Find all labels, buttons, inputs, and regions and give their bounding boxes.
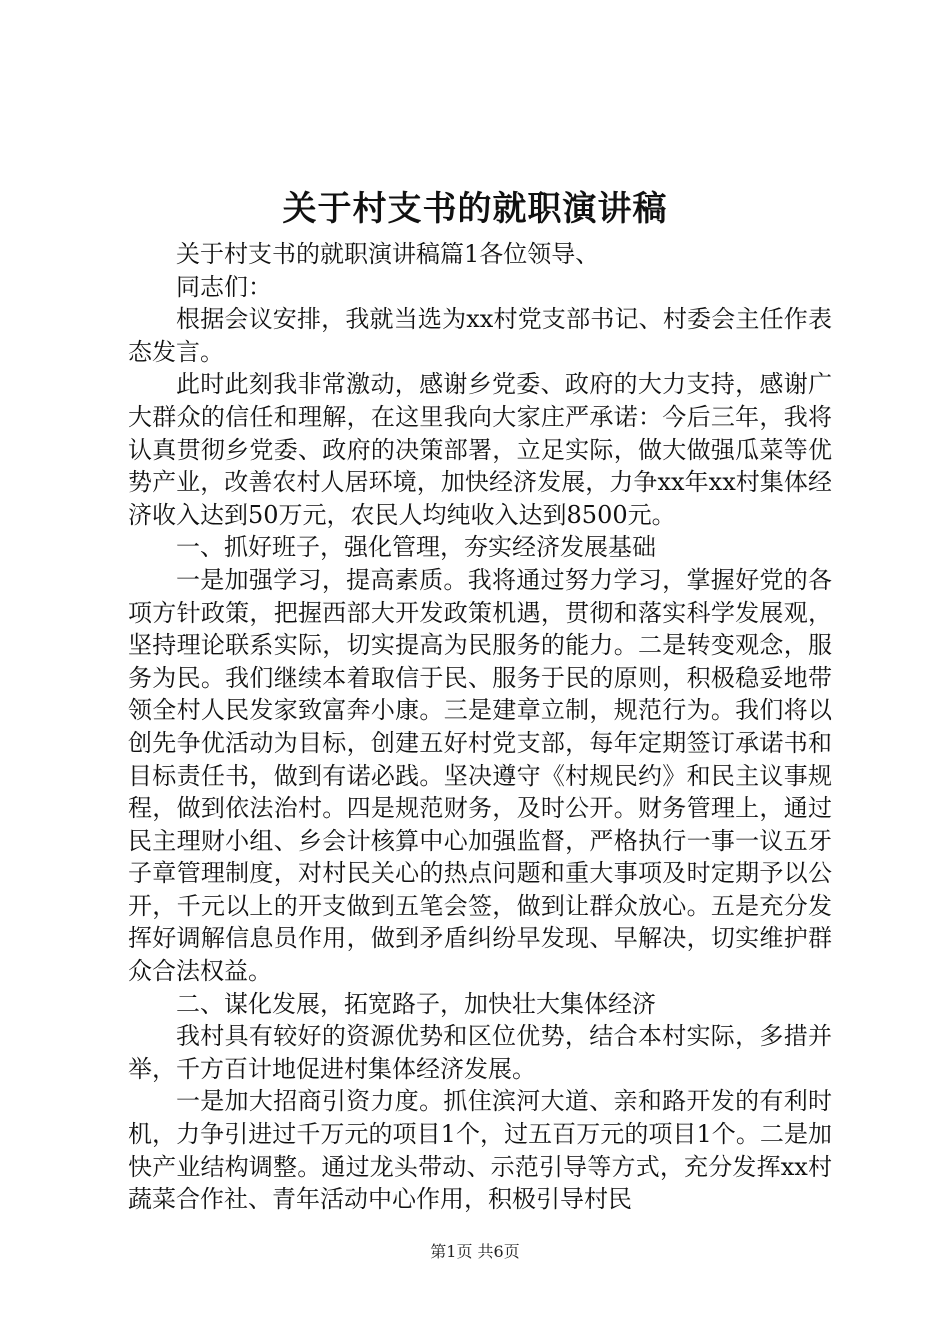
document-body <box>128 238 832 1216</box>
paragraph-heading-line: 关于村支书的就职演讲稿篇1各位领导、 <box>176 240 600 268</box>
paragraph-intro: 根据会议安排，我就当选为xx村党支部书记、村委会主任作表态发言。 <box>128 305 832 366</box>
section-heading-1: 一、抓好班子，强化管理，夯实经济发展基础 <box>176 533 656 562</box>
document-title: 关于村支书的就职演讲稿 <box>282 189 668 229</box>
paragraph-commitment: 此时此刻我非常激动，感谢乡党委、政府的大力支持，感谢广大群众的信任和理解，在这里我向大家庄严承诺：今后三年，我将认真贯彻乡党委、政府的决策部署，立足实际，做大做强瓜菜等优势产业，改善农村人居环境，加快经济发展，力争xx年xx村集体经济收入达到50万元，农民人均纯收入达到8500元。 <box>128 370 832 529</box>
section-heading-2: 二、谋化发展，拓宽路子，加快壮大集体经济 <box>176 989 656 1018</box>
paragraph-section-2-intro: 我村具有较好的资源优势和区位优势，结合本村实际，多措并举，千方百计地促进村集体经济发展。 <box>128 1022 832 1083</box>
paragraph-salutation: 同志们： <box>176 272 272 301</box>
paragraph-section-1: 一是加强学习，提高素质。我将通过努力学习，掌握好党的各项方针政策，把握西部大开发政策机遇，贯彻和落实科学发展观，坚持理论联系实际，切实提高为民服务的能力。二是转变观念，服务为民。我们继续本着取信于民、服务于民的原则，积极稳妥地带领全村人民发家致富奔小康。三是建章立制，规范行为。我们将以创先争优活动为目标，创建五好村党支部，每年定期签订承诺书和目标责任书，做到有诺必践。坚决遵守《村规民约》和民主议事规程，做到依法治村。四是规范财务，及时公开。财务管理上，通过民主理财小组、乡会计核算中心加强监督，严格执行一事一议五牙子章管理制度，对村民关心的热点问题和重大事项及时定期予以公开，千元以上的开支做到五笔会签，做到让群众放心。五是充分发挥好调解信息员作用，做到矛盾纠纷早发现、早解决，切实维护群众合法权益。 <box>128 565 832 986</box>
paragraph-section-2-body: 一是加大招商引资力度。抓住滨河大道、亲和路开发的有利时机，力争引进过千万元的项目1个，过五百万元的项目1个。二是加快产业结构调整。通过龙头带动、示范引导等方式，充分发挥xx村蔬菜合作社、青年活动中心作用，积极引导村民 <box>128 1087 832 1214</box>
page-footer: 第1页 共6页 <box>430 1242 520 1261</box>
